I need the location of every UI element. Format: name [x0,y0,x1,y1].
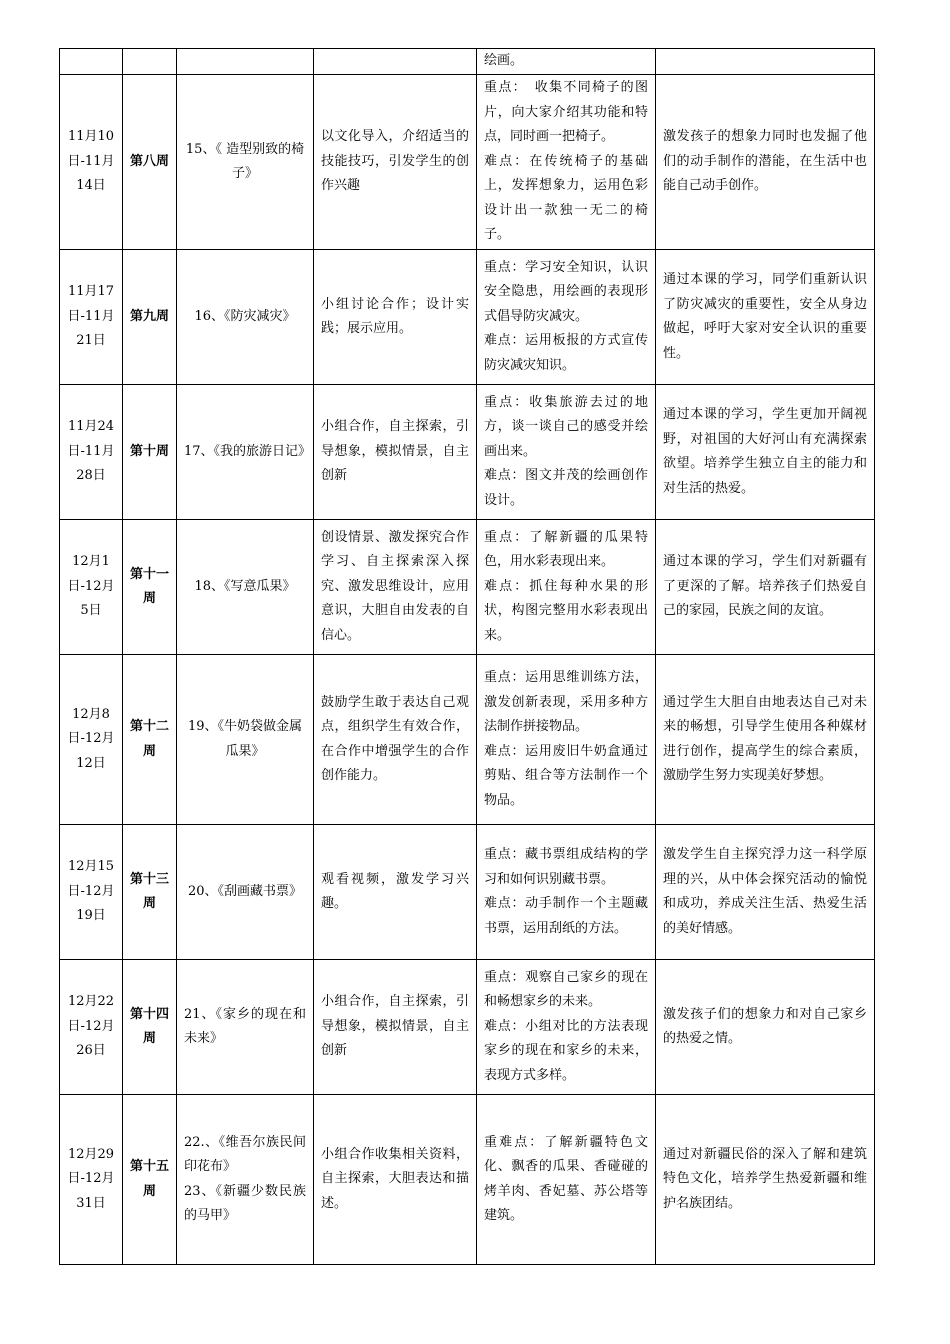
table-row [60,49,875,75]
method-cell: 小组合作，自主探索，引导想象，模拟情景，自主创新 [314,960,477,1095]
week-cell: 第十五周 [123,1095,177,1265]
week-cell: 第十三周 [123,825,177,960]
lesson-cell [177,49,314,75]
method-cell: 创设情景、激发探究合作学习、自主探索深入探究、激发思维设计，应用意识，大胆自由发表的自信心。 [314,520,477,655]
focus-difficulty: 难点：抓住每种水果的形状，构图完整用水彩表现出来。 [484,578,648,643]
lesson-title-2: 23、《新疆少数民族的马甲》 [184,1183,306,1223]
goal-cell: 通过学生大胆自由地表达自己对未来的畅想，引导学生使用各种媒材进行创作，提高学生的综合素质，激励学生努力实现美好梦想。 [656,655,875,825]
focus-difficulty: 难点：小组对比的方法表现家乡的现在和家乡的未来，表现方式多样。 [484,1018,648,1083]
date-cell [60,49,123,75]
focus-cell [477,655,656,825]
focus-key-point: 重点：学习安全知识，认识安全隐患，用绘画的表现形式倡导防灾减灾。 [484,259,648,324]
table-row [60,655,875,825]
week-cell: 第九周 [123,250,177,385]
date-cell: 12月15日-12月19日 [60,825,123,960]
method-cell: 以文化导入，介绍适当的技能技巧，引发学生的创作兴趣 [314,75,477,250]
goal-cell: 通过本课的学习，学生们对新疆有了更深的了解。培养孩子们热爱自己的家园，民族之间的友谊。 [656,520,875,655]
week-cell: 第十四周 [123,960,177,1095]
table-row [60,385,875,520]
focus-cell [477,75,656,250]
method-cell: 小组合作收集相关资料，自主探索，大胆表达和描述。 [314,1095,477,1265]
goal-cell: 激发学生自主探究浮力这一科学原理的兴，从中体会探究活动的愉悦和成功，养成关注生活、热爱生活的美好情感。 [656,825,875,960]
table-row [60,75,875,250]
focus-cell [477,250,656,385]
date-cell: 12月1日-12月5日 [60,520,123,655]
date-cell: 12月29日-12月31日 [60,1095,123,1265]
method-cell: 观看视频，激发学习兴趣。 [314,825,477,960]
method-cell: 小组合作，自主探索，引导想象，模拟情景，自主创新 [314,385,477,520]
method-cell: 鼓励学生敢于表达自己观点，组织学生有效合作，在合作中增强学生的合作创作能力。 [314,655,477,825]
focus-difficulty: 难点：动手制作一个主题藏书票，运用刮纸的方法。 [484,896,648,936]
table-row [60,250,875,385]
focus-cell [477,385,656,520]
goal-cell: 通过本课的学习，学生更加开阔视野，对祖国的大好河山有充满探索欲望。培养学生独立自主的能力和对生活的热爱。 [656,385,875,520]
focus-key-point: 重点：藏书票组成结构的学习和如何识别藏书票。 [484,847,648,887]
goal-cell: 通过本课的学习，同学们重新认识了防灾减灾的重要性，安全从身边做起，呼吁大家对安全认识的重要性。 [656,250,875,385]
week-cell: 第十周 [123,385,177,520]
table-row [60,520,875,655]
focus-difficulty: 难点：运用板报的方式宣传防灾减灾知识。 [484,333,648,373]
date-cell: 11月24日-11月28日 [60,385,123,520]
goal-cell: 激发孩子们的想象力和对自己家乡的热爱之情。 [656,960,875,1095]
date-cell: 11月17日-11月21日 [60,250,123,385]
week-cell: 第八周 [123,75,177,250]
table-row [60,1095,875,1265]
lesson-cell: 15、《 造型别致的椅子》 [177,75,314,250]
focus-key-point: 重点： 收集不同椅子的图片，向大家介绍其功能和特点，同时画一把椅子。 [484,80,648,145]
focus-cell: 重难点：了解新疆特色文化、飘香的瓜果、香碰碰的烤羊肉、香妃墓、苏公塔等建筑。 [477,1095,656,1265]
goal-cell: 激发孩子的想象力同时也发掘了他们的动手制作的潜能，在生活中也能自己动手创作。 [656,75,875,250]
focus-difficulty: 难点：图文并茂的绘画创作设计。 [484,468,648,508]
focus-key-point: 重点：收集旅游去过的地方，谈一谈自己的感受并绘画出来。 [484,394,648,459]
focus-key-point: 重点：观察自己家乡的现在和畅想家乡的未来。 [484,969,648,1010]
lesson-cell: 21、《家乡的现在和未来》 [177,960,314,1095]
method-cell [314,49,477,75]
teaching-plan-table [59,48,875,1265]
lesson-cell: 20、《刮画藏书票》 [177,825,314,960]
table-row [60,825,875,960]
focus-key-point: 重点：了解新疆的瓜果特色，用水彩表现出来。 [484,529,648,570]
table-row [60,960,875,1095]
week-cell: 第十二周 [123,655,177,825]
lesson-cell: 18、《写意瓜果》 [177,520,314,655]
focus-key-point: 重点：运用思维训练方法，激发创新表现，采用多种方法制作拼接物品。 [484,670,648,734]
focus-difficulty: 难点：在传统椅子的基础上，发挥想象力，运用色彩设计出一款独一无二的椅子。 [484,153,648,243]
method-cell: 小组讨论合作；设计实践；展示应用。 [314,250,477,385]
focus-cell: 绘画。 [477,49,656,75]
goal-cell [656,49,875,75]
focus-cell [477,520,656,655]
date-cell: 12月8日-12月12日 [60,655,123,825]
week-cell: 第十一周 [123,520,177,655]
goal-cell: 通过对新疆民俗的深入了解和建筑特色文化，培养学生热爱新疆和维护名族团结。 [656,1095,875,1265]
date-cell: 12月22日-12月26日 [60,960,123,1095]
lesson-title-1: 22.、《维吾尔族民间印花布》 [184,1134,306,1174]
lesson-cell [177,1095,314,1265]
focus-cell [477,960,656,1095]
date-cell: 11月10日-11月14日 [60,75,123,250]
lesson-cell: 19、《牛奶袋做金属瓜果》 [177,655,314,825]
focus-difficulty: 难点：运用废旧牛奶盒通过剪贴、组合等方法制作一个物品。 [484,743,648,808]
lesson-cell: 17、《我的旅游日记》 [177,385,314,520]
week-cell [123,49,177,75]
lesson-cell: 16、《防灾减灾》 [177,250,314,385]
focus-cell [477,825,656,960]
